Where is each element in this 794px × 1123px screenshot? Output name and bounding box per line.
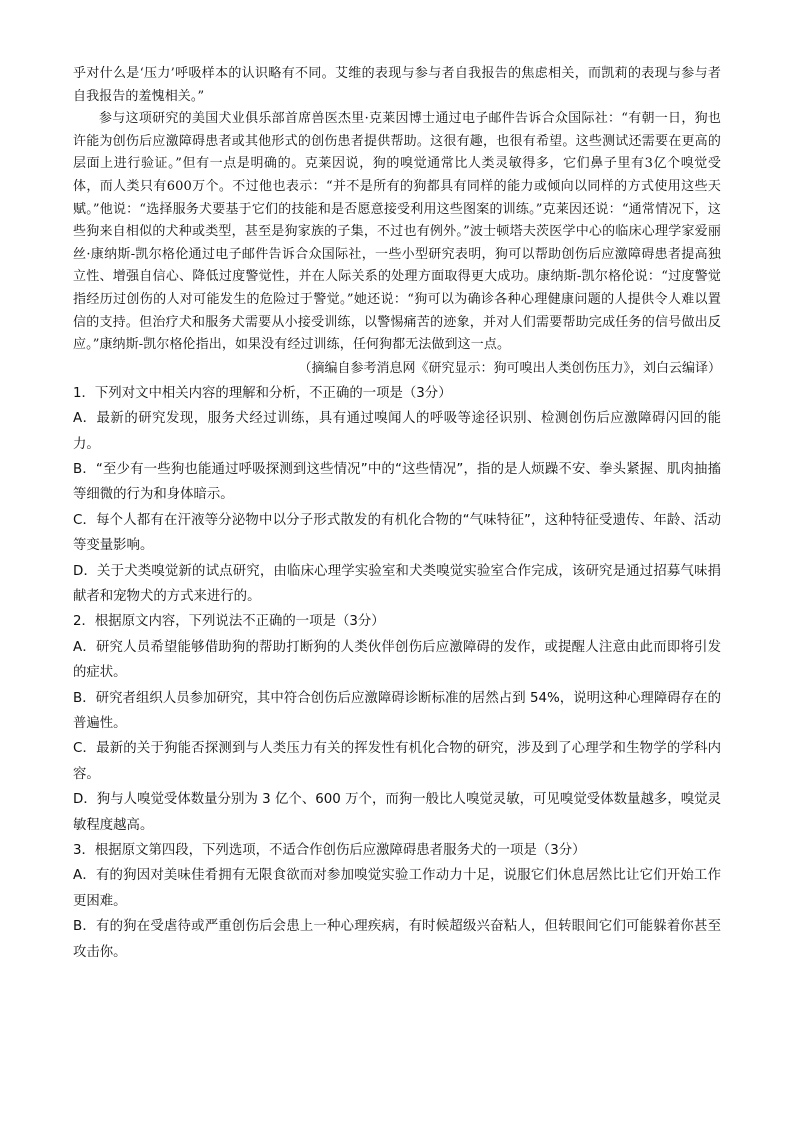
passage-paragraph-continued: 乎对什么是‘压力’呼吸样本的认识略有不同。艾维的表现与参与者自我报告的焦虑相关，而凯莉的表现与参与者自我报告的羞愧相关。”	[73, 66, 721, 104]
question-option: C．最新的关于狗能否探测到与人类压力有关的挥发性有机化合物的研究，涉及到了心理学和生物学的学科内容。	[73, 741, 721, 782]
question-1	[73, 381, 721, 610]
question-option: A．研究人员希望能够借助狗的帮助打断狗的人类伙伴创伤后应激障碍的发作，或提醒人注意由此而即将引发的症状。	[73, 639, 721, 681]
question-stem: 3．根据原文第四段，下列选项，不适合作创伤后应激障碍患者服务犬的一项是（3分）	[73, 843, 586, 859]
question-option: C．每个人都有在汗液等分泌物中以分子形式散发的有机化合物的“气味特征”，这种特征受遗传、年龄、活动等变量影响。	[73, 512, 721, 554]
question-option: D．关于犬类嗅觉新的试点研究，由临床心理学实验室和犬类嗅觉实验室合作完成，该研究是通过招募气味捐献者和宠物犬的方式来进行的。	[73, 563, 721, 604]
source-citation: （摘编自参考消息网《研究显示：狗可嗅出人类创伤压力》，刘白云编译）	[298, 360, 721, 376]
question-option: A．最新的研究发现，服务犬经过训练，具有通过嗅闻人的呼吸等途径识别、检测创伤后应激障碍闪回的能力。	[73, 411, 721, 452]
question-3	[73, 838, 721, 965]
passage	[73, 63, 721, 357]
document-page	[73, 63, 721, 965]
question-option: B．研究者组织人员参加研究，其中符合创伤后应激障碍诊断标准的居然占到 54%，说明这种心理障碍存在的普遍性。	[73, 690, 721, 731]
passage-paragraph-main: 参与这项研究的美国犬业俱乐部首席兽医杰里·克莱因博士通过电子邮件告诉合众国际社：“有朝一日，狗也许能为创伤后应激障碍患者或其他形式的创伤患者提供帮助。这很有趣，也很有希望。这些测试还需要在更高的层面上进行验证。”但有一点是明确的。克莱因说，狗的嗅觉通常比人类灵敏得多，它们鼻子里有3亿个嗅觉受体，而人类只有600万个。不过他也表示：“并不是所有的狗都具有同样的能力或倾向以同样的方式使用这些天赋。”他说：“选择服务犬要基于它们的技能和是否愿意接受利用这些图案的训练。”克莱因还说：“通常情况下，这些狗来自相似的犬种或类型，甚至是狗家族的子集，不过也有例外。”波士顿塔夫茨医学中心的临床心理学家爱丽丝·康纳斯-凯尔格伦通过电子邮件告诉合众国际社，一些小型研究表明，狗可以帮助创伤后应激障碍患者提高独立性、增强自信心、降低过度警觉性，并在人际关系的处理方面取得更大成功。康纳斯-凯尔格伦说：“过度警觉指经历过创伤的人对可能发生的危险过于警觉。”她还说：“狗可以为确诊各种心理健康问题的人提供令人难以置信的支持。但治疗犬和服务犬需要从小接受训练，以警惕痛苦的迹象，并对人们需要帮助完成任务的信号做出反应。”康纳斯-凯尔格伦指出，如果没有经过训练，任何狗都无法做到这一点。	[73, 111, 721, 353]
question-stem: 1．下列对文中相关内容的理解和分析，不正确的一项是（3分）	[73, 385, 452, 401]
question-2	[73, 609, 721, 838]
questions-section	[73, 381, 721, 965]
question-option: B．有的狗在受虐待或严重创伤后会患上一种心理疾病，有时候超级兴奋粘人，但转眼间它们可能躲着你甚至攻击你。	[73, 919, 721, 960]
question-stem: 2．根据原文内容，下列说法不正确的一项是（3分）	[73, 614, 385, 630]
question-option: D．狗与人嗅觉受体数量分别为 3 亿个、600 万个，而狗一般比人嗅觉灵敏，可见嗅觉受体数量越多，嗅觉灵敏程度越高。	[73, 792, 721, 833]
question-option: B．“至少有一些狗也能通过呼吸探测到这些情况”中的“这些情况”，指的是人烦躁不安、拳头紧握、肌肉抽搐等细微的行为和身体暗示。	[73, 461, 721, 503]
question-option: A．有的狗因对美味佳肴拥有无限食欲而对参加嗅觉实验工作动力十足，说服它们休息居然比让它们开始工作更困难。	[73, 868, 721, 909]
